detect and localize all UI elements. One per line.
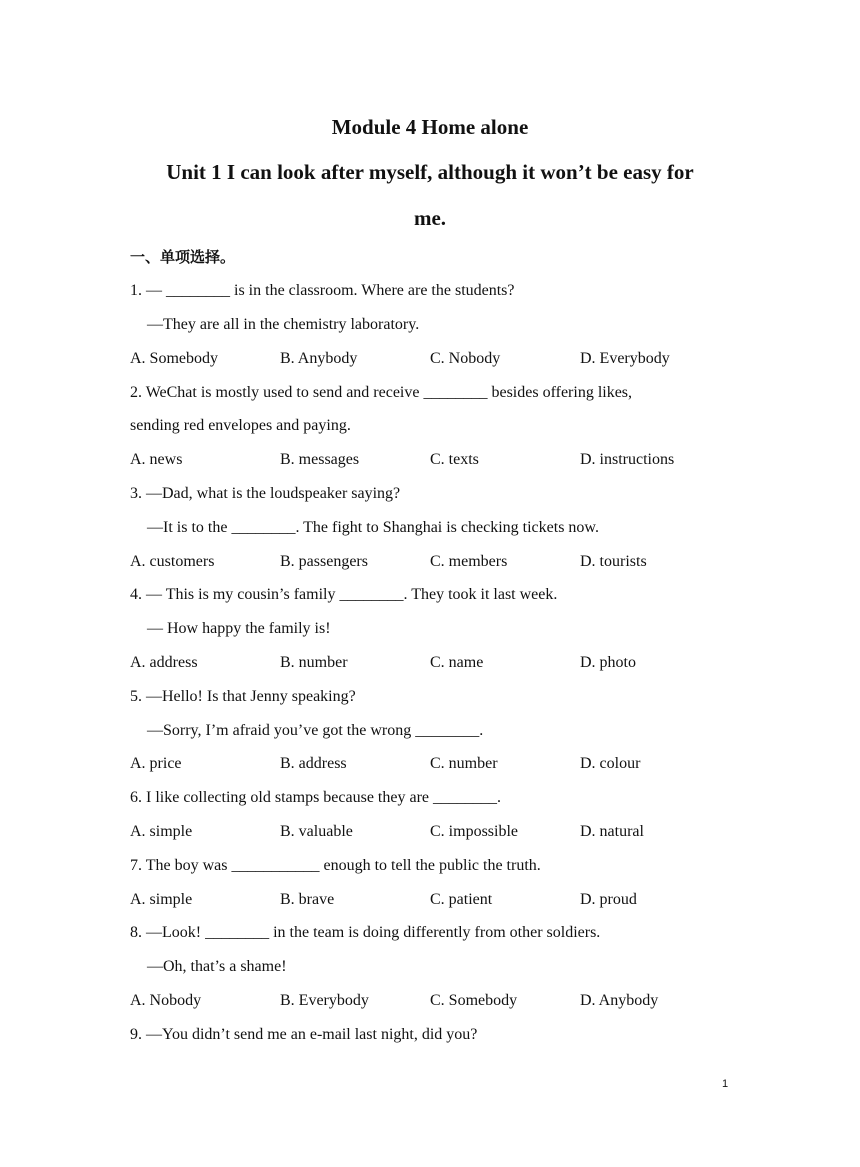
q2-option-b: B. messages [280,451,360,468]
q2-option-c: C. texts [430,451,479,468]
q8-option-d: D. Anybody [580,992,659,1009]
module-title: Module 4 Home alone [331,115,529,139]
q7-option-d: D. proud [580,891,637,908]
q6-option-a: A. simple [130,823,193,840]
unit-title: Unit 1 I can look after myself, although it won’t be easy for [166,160,694,184]
question-8-line: 8. —Look! ________ in the team is doing differently from other soldiers. [130,924,601,941]
q2-option-d: D. instructions [580,451,675,468]
q3-option-b: B. passengers [280,553,368,570]
q8-option-a: A. Nobody [130,992,202,1009]
q1-option-a: A. Somebody [130,350,218,367]
question-9-line: 9. —You didn’t send me an e-mail last night, did you? [130,1026,478,1043]
q1-option-d: D. Everybody [580,350,670,367]
question-7-line: 7. The boy was ___________ enough to tell the public the truth. [130,857,541,874]
question-5-reply: —Sorry, I’m afraid you’ve got the wrong ________. [147,722,484,739]
q4-option-c: C. name [430,654,484,671]
question-4-line: 4. — This is my cousin’s family ________. They took it last week. [130,586,558,603]
q8-option-c: C. Somebody [430,992,518,1009]
q4-option-a: A. address [130,654,198,671]
q6-option-b: B. valuable [280,823,353,840]
question-1-reply: —They are all in the chemistry laboratory. [147,316,420,333]
question-5-line: 5. —Hello! Is that Jenny speaking? [130,688,356,705]
question-3-reply: —It is to the ________. The fight to Shanghai is checking tickets now. [147,519,599,536]
q3-option-c: C. members [430,553,508,570]
question-2-line: 2. WeChat is mostly used to send and receive ________ besides offering likes, [130,384,633,401]
q5-option-b: B. address [280,755,347,772]
q8-option-b: B. Everybody [280,992,369,1009]
q4-option-d: D. photo [580,654,636,671]
q4-option-b: B. number [280,654,348,671]
question-2-continued: sending red envelopes and paying. [130,417,351,434]
section-heading: 一、单项选择。 [130,248,236,266]
question-8-reply: —Oh, that’s a shame! [147,958,287,975]
unit-title-continued: me. [413,206,447,230]
q7-option-b: B. brave [280,891,335,908]
q2-option-a: A. news [130,451,183,468]
q5-option-d: D. colour [580,755,641,772]
q5-option-a: A. price [130,755,182,772]
q6-option-d: D. natural [580,823,644,840]
q7-option-a: A. simple [130,891,193,908]
q3-option-d: D. tourists [580,553,647,570]
q1-option-c: C. Nobody [430,350,501,367]
q6-option-c: C. impossible [430,823,519,840]
q7-option-c: C. patient [430,891,493,908]
question-4-reply: — How happy the family is! [147,620,331,637]
question-6-line: 6. I like collecting old stamps because they are ________. [130,789,502,806]
q3-option-a: A. customers [130,553,215,570]
q1-option-b: B. Anybody [280,350,358,367]
q5-option-c: C. number [430,755,498,772]
question-3-line: 3. —Dad, what is the loudspeaker saying? [130,485,401,502]
question-1-line: 1. — ________ is in the classroom. Where are the students? [130,282,515,299]
page-number: 1 [722,1078,729,1090]
